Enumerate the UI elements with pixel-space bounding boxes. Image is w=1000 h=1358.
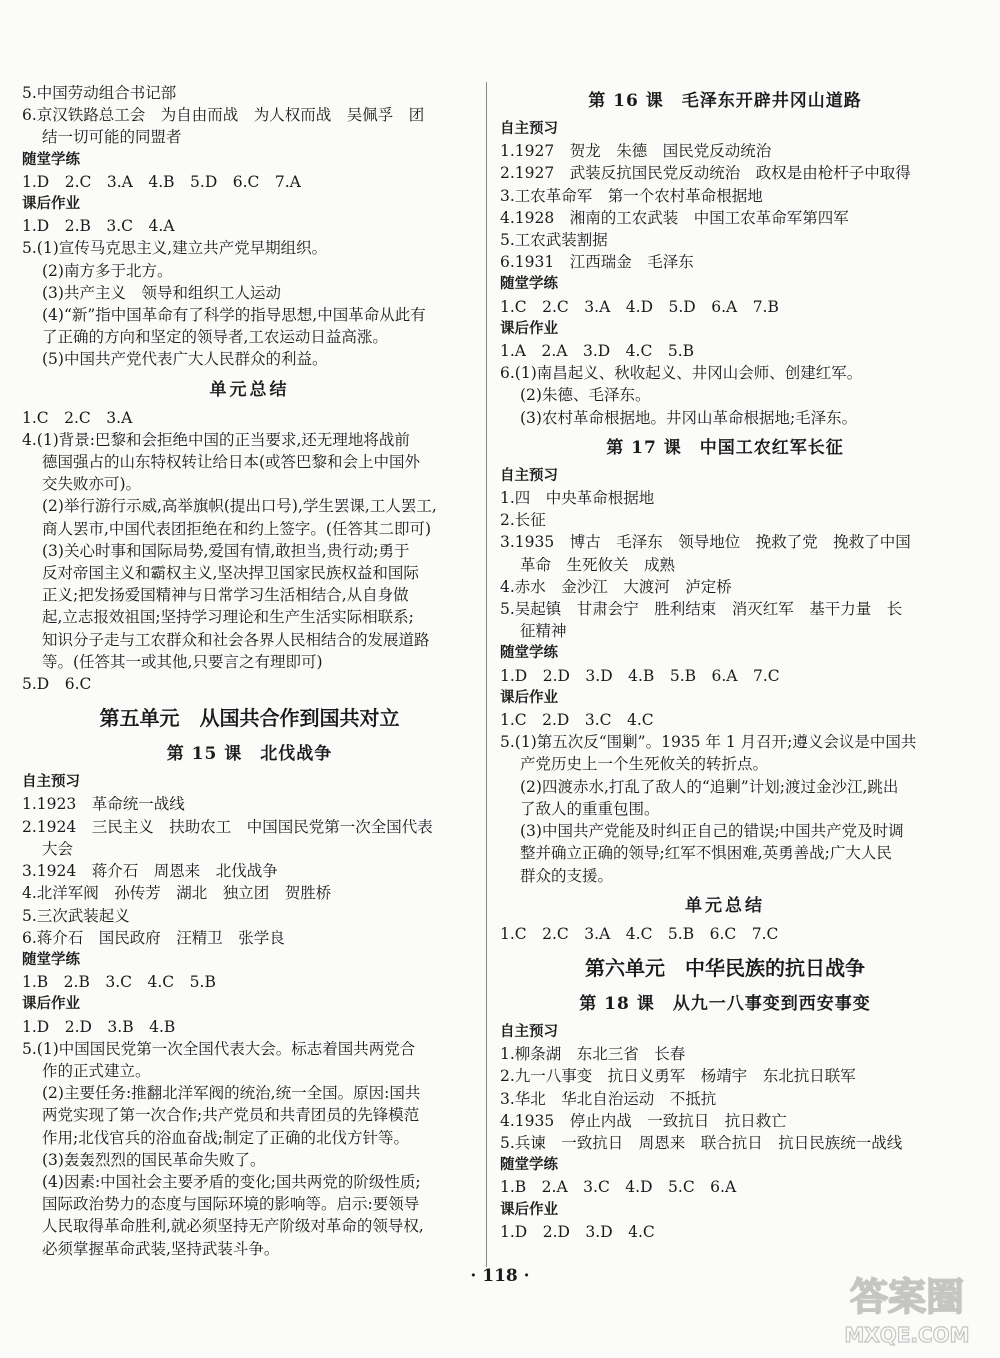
- answer-line: 反对帝国主义和霸权主义,坚决捍卫国家民族权益和国际: [42, 564, 419, 583]
- answer-line: 德国强占的山东特权转让给日本(或答巴黎和会上中国外: [42, 453, 421, 472]
- answer-line: (4)因素:中国社会主要矛盾的变化;国共两党的阶级性质;: [42, 1172, 421, 1191]
- page-number: · 118 ·: [470, 1266, 530, 1286]
- section-label: 课后作业: [500, 1201, 558, 1218]
- answer-line: 2.1924 三民主义 扶助农工 中国国民党第一次全国代表: [22, 817, 433, 836]
- answer-line: 交失败亦可)。: [42, 475, 142, 494]
- answer-line: 4.1928 湘南的工农武装 中国工农革命军第四军: [500, 208, 849, 227]
- answer-line: 人民取得革命胜利,就必须坚持无产阶级对革命的领导权,: [42, 1217, 424, 1236]
- answer-line: (2)举行游行示威,高举旗帜(提出口号),学生罢课,工人罢工,: [42, 497, 437, 516]
- answer-line: (3)农村革命根据地。井冈山革命根据地;毛泽东。: [520, 408, 858, 427]
- answer-line: 两党实现了第一次合作;共产党员和共青团员的先锋模范: [42, 1106, 420, 1125]
- answer-line: 群众的支援。: [520, 866, 614, 885]
- answer-line: 商人罢市,中国代表团拒绝在和约上签字。(任答其二即可): [42, 519, 432, 538]
- answer-line: 6.蒋介石 国民政府 汪精卫 张学良: [22, 928, 285, 947]
- unit-summary-heading: 单元总结: [685, 895, 765, 916]
- answer-line: 5.(1)中国国民党第一次全国代表大会。标志着国共两党合: [22, 1039, 416, 1058]
- watermark-logo-text: 答案圈: [849, 1275, 965, 1319]
- section-label: 课后作业: [500, 320, 558, 337]
- answer-line: 正义;把发扬爱国精神与日常学习生活相结合,从自身做: [42, 586, 409, 605]
- answer-line: 5.兵谏 一致抗日 周恩来 联合抗日 抗日民族统一战线: [500, 1133, 903, 1152]
- section-label: 随堂学练: [500, 1157, 558, 1174]
- answer-line: 知识分子走与工农群众和社会各界人民相结合的发展道路: [42, 630, 430, 649]
- answer-line: 1.柳条湖 东北三省 长春: [500, 1045, 686, 1064]
- answer-line: 4.赤水 金沙江 大渡河 泸定桥: [500, 577, 732, 596]
- section-label: 随堂学练: [500, 276, 558, 293]
- answer-line: 起,立志报效祖国;坚持学习理论和生产生活实际相联系;: [42, 608, 414, 627]
- answer-line: 1.D 2.D 3.B 4.B: [22, 1017, 176, 1036]
- watermark-logo: [822, 1262, 992, 1352]
- left-column: [22, 82, 477, 1260]
- answer-line: 大会: [42, 839, 74, 858]
- answer-line: 1.C 2.C 3.A: [22, 408, 133, 427]
- answer-line: 国际政治势力的态度与国际环境的影响等。启示:要领导: [42, 1195, 420, 1214]
- answer-line: 了敌人的重重包围。: [520, 799, 660, 818]
- answer-line: (2)主要任务:推翻北洋军阀的统治,统一全国。原因:国共: [42, 1084, 421, 1103]
- answer-line: 3.1924 蒋介石 周恩来 北伐战争: [22, 862, 278, 881]
- answer-line: 1.1923 革命统一战线: [22, 795, 185, 814]
- answer-line: 1.C 2.D 3.C 4.C: [500, 711, 654, 730]
- answer-line: 整并确立正确的领导;红军不惧困难,英勇善战;广大人民: [520, 844, 892, 863]
- unit-heading: 第五单元 从国共合作到国共对立: [99, 706, 400, 731]
- answer-line: 1.C 2.C 3.A 4.D 5.D 6.A 7.B: [500, 297, 779, 316]
- answer-line: 等。(任答其一或其他,只要言之有理即可): [42, 652, 323, 671]
- answer-line: (2)南方多于北方。: [42, 261, 173, 280]
- answer-line: 4.北洋军阀 孙传芳 湖北 独立团 贺胜桥: [22, 884, 332, 903]
- lesson-heading: 第 17 课 中国工农红军长征: [606, 437, 844, 458]
- section-label: 课后作业: [500, 689, 558, 706]
- answer-line: 2.1927 武装反抗国民党反动统治 政权是由枪杆子中取得: [500, 164, 911, 183]
- answer-line: 5.三次武装起义: [22, 906, 130, 925]
- answer-line: 1.D 2.B 3.C 4.A: [22, 217, 175, 236]
- watermark-url: MXQE.COM: [844, 1323, 970, 1347]
- answer-line: (3)关心时事和国际局势,爱国有情,敢担当,贵行动;勇于: [42, 541, 410, 560]
- section-label: 自主预习: [500, 1023, 558, 1040]
- answer-line: 产党历史上一个生死攸关的转折点。: [520, 755, 769, 774]
- answer-line: 结一切可能的同盟者: [42, 128, 182, 147]
- answer-line: 2.九一八事变 抗日义勇军 杨靖宇 东北抗日联军: [500, 1067, 856, 1086]
- answer-line: 5.工农武装割据: [500, 231, 608, 250]
- answer-line: 3.1935 博古 毛泽东 领导地位 挽救了党 挽救了中国: [500, 533, 911, 552]
- section-label: 随堂学练: [22, 151, 80, 168]
- answer-line: (3)轰轰烈烈的国民革命失败了。: [42, 1150, 266, 1169]
- section-label: 课后作业: [22, 996, 80, 1013]
- section-label: 自主预习: [22, 774, 80, 791]
- unit-summary-heading: 单元总结: [209, 379, 290, 400]
- answer-line: 1.1927 贺龙 朱德 国民党反动统治: [500, 142, 772, 161]
- answer-line: 3.华北 华北自治运动 不抵抗: [500, 1089, 717, 1108]
- answer-line: 了正确的方向和坚定的领导者,工农运动日益高涨。: [42, 328, 388, 347]
- answer-line: 5.中国劳动组合书记部: [22, 84, 177, 102]
- lesson-heading: 第 18 课 从九一八事变到西安事变: [579, 993, 871, 1014]
- section-label: 自主预习: [500, 467, 558, 484]
- answer-line: 6.京汉铁路总工会 为自由而战 为人权而战 吴佩孚 团: [22, 106, 425, 125]
- answer-line: (3)共产主义 领导和组织工人运动: [42, 283, 281, 302]
- section-label: 随堂学练: [22, 951, 80, 968]
- answer-line: (5)中国共产党代表广大人民群众的利益。: [42, 350, 328, 369]
- answer-line: 必须掌握革命武装,坚持武装斗争。: [42, 1239, 280, 1258]
- answer-line: 1.B 2.B 3.C 4.C 5.B: [22, 973, 216, 992]
- lesson-heading: 第 15 课 北伐战争: [166, 744, 333, 765]
- answer-line: 4.(1)背景:巴黎和会拒绝中国的正当要求,还无理地将战前: [22, 430, 410, 449]
- answer-line: 1.C 2.C 3.A 4.C 5.B 6.C 7.C: [500, 924, 779, 943]
- column-divider: [486, 82, 487, 1267]
- unit-heading: 第六单元 中华民族的抗日战争: [585, 955, 865, 980]
- answer-line: 5.(1)第五次反“围剿”。1935 年 1 月召开;遵义会议是中国共: [500, 733, 917, 752]
- answer-line: 5.D 6.C: [22, 675, 92, 694]
- section-label: 自主预习: [500, 121, 558, 137]
- answer-line: (2)朱德、毛泽东。: [520, 386, 651, 405]
- answer-line: 1.A 2.A 3.D 4.C 5.B: [500, 342, 695, 361]
- answer-line: 作的正式建立。: [42, 1061, 151, 1080]
- answer-line: 6.(1)南昌起义、秋收起义、井冈山会师、创建红军。: [500, 364, 863, 383]
- answer-line: 5.吴起镇 甘肃会宁 胜利结束 消灭红军 基干力量 长: [500, 600, 903, 619]
- answer-line: 5.(1)宣传马克思主义,建立共产党早期组织。: [22, 239, 328, 258]
- lesson-heading: 第 16 课 毛泽东开辟井冈山道路: [588, 91, 862, 111]
- answer-line: 4.1935 停止内战 一致抗日 抗日救亡: [500, 1111, 787, 1130]
- answer-line: 1.D 2.D 3.D 4.B 5.B 6.A 7.C: [500, 666, 780, 685]
- answer-line: 1.B 2.A 3.C 4.D 5.C 6.A: [500, 1178, 737, 1197]
- answer-line: (4)“新”指中国革命有了科学的指导思想,中国革命从此有: [42, 306, 426, 325]
- answer-line: 征精神: [520, 622, 567, 641]
- answer-line: 3.工农革命军 第一个农村革命根据地: [500, 186, 763, 205]
- answer-line: 1.四 中央革命根据地: [500, 489, 655, 508]
- answer-line: (3)中国共产党能及时纠正自己的错误;中国共产党及时调: [520, 822, 904, 841]
- section-label: 课后作业: [22, 196, 80, 213]
- right-column: [500, 82, 950, 1243]
- answer-line: 2.长征: [500, 511, 546, 530]
- answer-line: 1.D 2.C 3.A 4.B 5.D 6.C 7.A: [22, 172, 301, 191]
- answer-line: 革命 生死攸关 成熟: [520, 555, 676, 574]
- answer-line: (2)四渡赤水,打乱了敌人的“追剿”计划;渡过金沙江,跳出: [520, 777, 899, 796]
- answer-line: 1.D 2.D 3.D 4.C: [500, 1222, 655, 1241]
- answer-line: 作用;北伐官兵的浴血奋战;制定了正确的北伐方针等。: [42, 1128, 409, 1147]
- section-label: 随堂学练: [500, 645, 558, 662]
- answer-line: 6.1931 江西瑞金 毛泽东: [500, 253, 694, 272]
